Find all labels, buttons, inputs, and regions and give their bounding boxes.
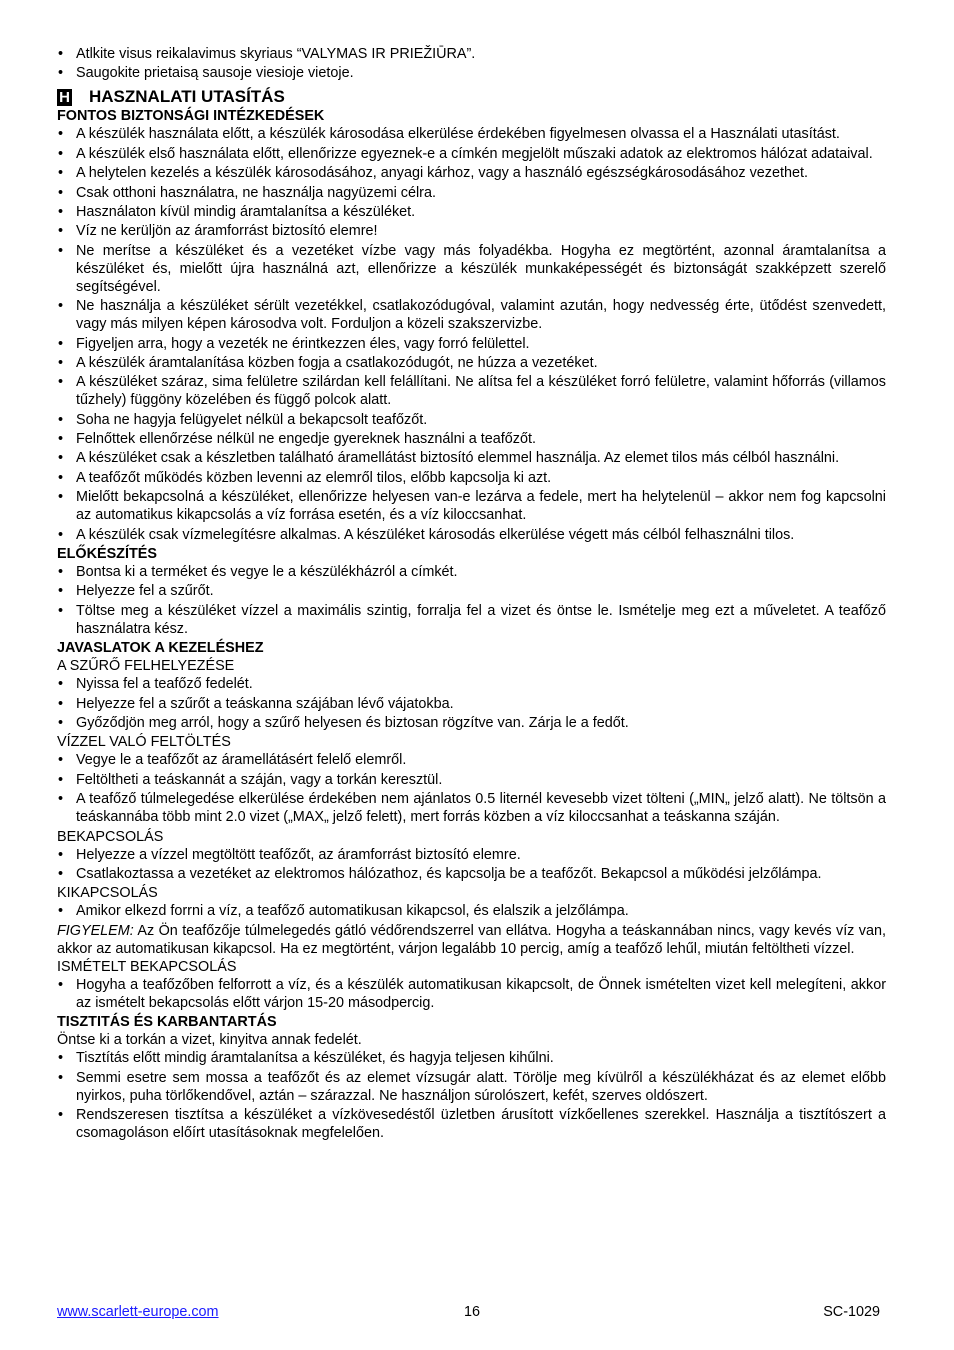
list-item: • A teafőző túlmelegedése elkerülése érdekében nem ajánlatos 0.5 liternél kevesebb vizet tölteni („MIN„ jelző alatt). Ne töltsön a teáskannába több mint 2.0 vizet („MAX„ jelző felett), mert forrás közben a víz kiloccsanhat a teáskanna száján. [57,790,886,826]
model-number: SC-1029 [823,1304,880,1320]
list-item: • Bontsa ki a terméket és vegye le a készülékházról a címkét. [57,563,886,581]
off-subheading: KIKAPCSOLÁS [57,885,158,902]
on-subheading: BEKAPCSOLÁS [57,828,164,845]
warning-label: FIGYELEM: [57,922,134,939]
safety-heading: FONTOS BIZTONSÁGI INTÉZKEDÉSEK [57,108,325,125]
on-list [57,846,886,883]
list-item: • Töltse meg a készüléket vízzel a maximális szintig, forralja fel a vizet és öntse le. Ismételje meg ezt a műveletet. A teafőző használatra kész. [57,602,886,638]
list-item: • Nyissa fel a teafőző fedelét. [57,675,886,693]
safety-list [57,125,886,543]
list-item: • A készüléket csak a készletben található áramellátást biztosító elemmel használja. Az elemet tilos más célból használni. [57,449,886,467]
section-header [57,87,886,107]
list-item: • A készülék első használata előtt, ellenőrizze egyeznek-e a címkén megjelölt műszaki adatok az elektromos hálózat adataival. [57,145,886,163]
page-title: HASZNALATI UTASÍTÁS [89,87,285,107]
list-item: • Saugokite prietaisą sausoje viesioje vietoje. [57,64,886,82]
cleaning-intro: Öntse ki a torkán a vizet, kinyitva annak fedelét. [57,1032,362,1049]
list-item: • Figyeljen arra, hogy a vezeték ne érintkezzen éles, vagy forró felülettel. [57,335,886,353]
off-list [57,902,886,920]
list-item: • Amikor elkezd forrni a víz, a teafőző automatikusan kikapcsol, és elalszik a jelzőlámpa. [57,902,886,920]
list-item: • Felnőttek ellenőrzése nélkül ne engedje gyereknek használni a teafőzőt. [57,430,886,448]
list-item: • Csatlakoztassa a vezetéket az elektromos hálózathoz, és kapcsolja be a teafőzőt. Bekapcsol a működési jelzőlámpa. [57,865,886,883]
warning-paragraph [57,922,886,958]
repeat-subheading: ISMÉTELT BEKAPCSOLÁS [57,958,237,975]
list-item: • Rendszeresen tisztítsa a készüléket a vízkövesedéstől üzletben árusított vízkőellenes szerekkel. Használja a tisztítószert a csomagoláson előírt utasításoknak megfelelően. [57,1106,886,1142]
filter-list [57,675,886,732]
fill-list [57,751,886,826]
list-item: • Győződjön meg arról, hogy a szűrő helyesen és biztosan rögzítve van. Zárja le a fedőt. [57,714,886,732]
list-item: • A készülék áramtalanítása közben fogja a csatlakozódugót, ne húzza a vezetéket. [57,354,886,372]
list-item: • Tisztítás előtt mindig áramtalanítsa a készüléket, és hagyja teljesen kihűlni. [57,1049,886,1067]
list-item: • A készülék használata előtt, a készülék károsodása elkerülése érdekében figyelmesen olvassa el a Használati utasítást. [57,125,886,143]
page-footer [57,1303,880,1323]
usage-heading: JAVASLATOK A KEZELÉSHEZ [57,640,264,657]
list-item: • Ne merítse a készüléket és a vezetéket vízbe vagy más folyadékba. Hogyha ez megtörtént, azonnal áramtalanítsa a készüléket és, mielőtt újra használná azt, ellenőrizze a készülék munkaképességét és biztonságát szakképzett szerelő segítségével. [57,242,886,296]
list-item: • Hogyha a teafőzőben felforrott a víz, és a készülék automatikusan kikapcsolt, de Önnek ismételten vizet kell melegíteni, akkor az ismételt bekapcsolás előtt várjon 15-20 másodpercig. [57,976,886,1012]
list-item: • Ne használja a készüléket sérült vezetékkel, csatlakozódugóval, valamint azután, hogy nedvesség érte, ütődést szenvedett, vagy más milyen képen károsodva volt. Forduljon a közeli szakszervizbe. [57,297,886,333]
page-number: 16 [464,1304,481,1320]
list-item: • Helyezze a vízzel megtöltött teafőzőt, az áramforrást biztosító elemre. [57,846,886,864]
list-item: • Csak otthoni használatra, ne használja nagyüzemi célra. [57,184,886,202]
list-item: • Vegye le a teafőzőt az áramellátásért felelő elemről. [57,751,886,769]
prep-list [57,563,886,638]
list-item: • A teafőzőt működés közben levenni az elemről tilos, előbb kapcsolja ki azt. [57,469,886,487]
list-item: • Víz ne kerüljön az áramforrást biztosító elemre! [57,222,886,240]
language-badge: H [57,89,72,106]
document-body [57,45,886,1143]
list-item: • Semmi esetre sem mossa a teafőzőt és az elemet vízsugár alatt. Törölje meg kívülről a készülékházat és az elemet előbb nyirkos, puha törlőkendővel, aztán – szárazzal. Ne használjon súrolószert, kefét, szerves oldószert. [57,1069,886,1105]
list-item: • A készülék csak vízmelegítésre alkalmas. A készüléket károsodás elkerülése végett más célból felhasználni tilos. [57,526,886,544]
list-item: • Használaton kívül mindig áramtalanítsa a készüléket. [57,203,886,221]
list-item: • Helyezze fel a szűrőt. [57,582,886,600]
website-link[interactable]: www.scarlett-europe.com [57,1304,219,1320]
filter-subheading: A SZŰRŐ FELHELYEZÉSE [57,658,235,675]
list-item: • A helytelen kezelés a készülék károsodásához, anyagi kárhoz, vagy a használó egészségkárosodásához vezethet. [57,164,886,182]
list-item: • Soha ne hagyja felügyelet nélkül a bekapcsolt teafőzőt. [57,411,886,429]
warning-text: Az Ön teafőzője túlmelegedés gátló védőrendszerrel van ellátva. Hogyha a teáskannában nincs, vagy kevés víz van, akkor az automatikusan kikapcsol. Ha ez megtörtént, várjon legalább 10 percig, amíg a teafőző lehűl, miután feltöltheti vízzel. [57,922,886,957]
repeat-list [57,976,886,1012]
top-list [57,45,886,82]
fill-subheading: VÍZZEL VALÓ FELTÖLTÉS [57,734,231,751]
list-item: • Atlkite visus reikalavimus skyriaus “VALYMAS IR PRIEŽIŪRA”. [57,45,886,63]
list-item: • A készüléket száraz, sima felületre szilárdan kell felállítani. Ne alítsa fel a készüléket forró felületre, valamint hőforrás (villamos tűzhely) függöny közelében és függő polcok alatt. [57,373,886,409]
cleaning-list [57,1049,886,1142]
list-item: • Feltöltheti a teáskannát a száján, vagy a torkán keresztül. [57,771,886,789]
list-item: • Mielőtt bekapcsolná a készüléket, ellenőrizze helyesen van-e lezárva a fedele, mert ha helytelenül – akkor nem fog kapcsolni az automatikus kikapcsolás a víz forrása esetén, és a víz kiloccsanhat. [57,488,886,524]
list-item: • Helyezze fel a szűrőt a teáskanna szájában lévő vájatokba. [57,695,886,713]
cleaning-heading: TISZTITÁS ÉS KARBANTARTÁS [57,1014,277,1031]
prep-heading: ELŐKÉSZÍTÉS [57,546,157,563]
